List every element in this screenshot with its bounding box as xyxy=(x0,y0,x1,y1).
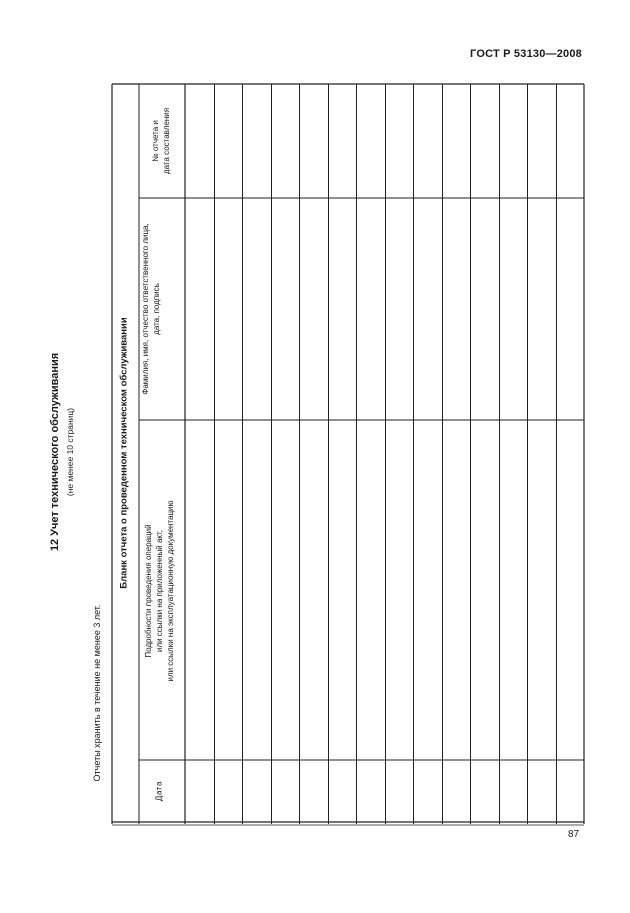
column-header-report-number: № отчета и дата составления xyxy=(151,107,171,175)
column-header-date: Дата xyxy=(154,780,164,802)
section-note: (не менее 10 страниц) xyxy=(65,407,75,497)
form-title: Бланк отчета о проведенном техническом обслуживании xyxy=(118,317,130,589)
column-header-details: Подробности проведения операций или ссылки на приложенный акт, или ссылки на эксплуатационную документацию xyxy=(143,500,175,682)
retention-note: Отчеты хранить в течение не менее 3 лет. xyxy=(92,604,102,782)
page-number: 87 xyxy=(568,829,580,840)
section-title: 12 Учет технического обслуживания xyxy=(49,352,61,552)
document-id: ГОСТ Р 53130—2008 xyxy=(470,48,582,60)
column-header-responsible-person: Фамилия, имя, отчество ответственного лица, дата, подпись xyxy=(141,223,161,395)
